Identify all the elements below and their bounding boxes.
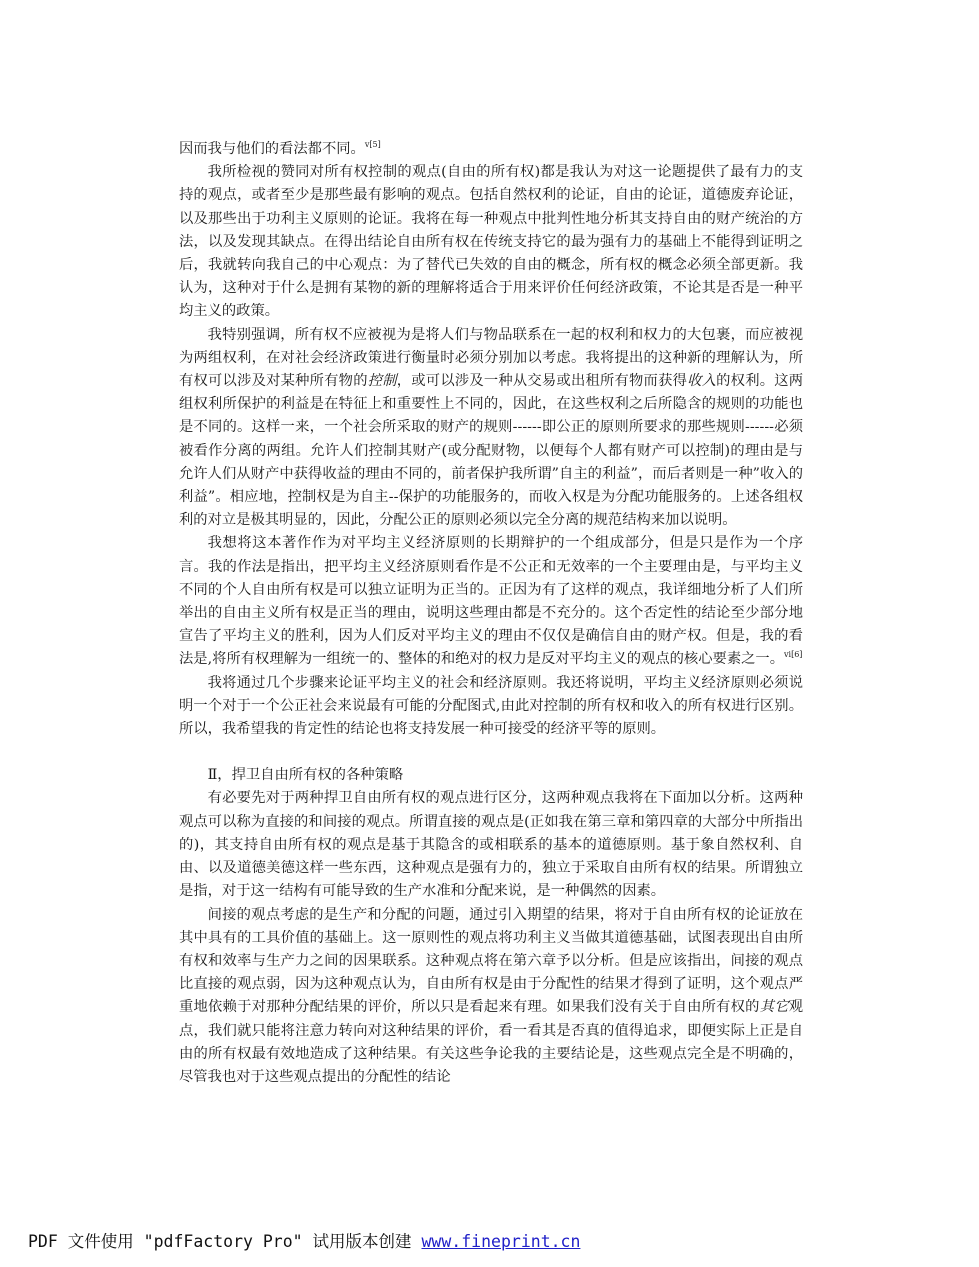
section-heading: Ⅱ，捍卫自由所有权的各种策略 <box>207 767 404 784</box>
paragraph-6 <box>179 904 803 1090</box>
emphasis-control: 控制 <box>367 373 397 390</box>
paragraph-5: 有必要先对于两种捍卫自由所有权的观点进行区分，这两种观点我将在下面加以分析。这两种观点可以称为直接的和间接的观点。所谓直接的观点是(正如我在第三章和第四章的大部分中所指出的)，其支持自由所有权的观点是基于其隐含的或相联系的基本的道德原则。基于象自然权利、自由、以及道德美德这样一些东西，这种观点是强有力的，独立于采取自由所有权的结果。所谓独立是指，对于这一结构有可能导致的生产水准和分配来说，是一种偶然的因素。 <box>179 790 803 900</box>
paragraph-6-text-b: 观点，我们就只能将注意力转向对这种结果的评价，看一看其是否真的值得追求，即便实际上正是自由的所有权最有效地造成了这种结果。有关这些争论我的主要结论是，这些观点完全是不明确的，尽管我也对于这些观点提出的分配性的结论 <box>179 999 804 1085</box>
emphasis-income: 收入 <box>687 373 717 390</box>
footer-link[interactable]: www.fineprint.cn <box>421 1232 581 1251</box>
endnote-marker-6[interactable]: vi[6] <box>784 650 803 660</box>
paragraph-1: 我所检视的赞同对所有权控制的观点(自由的所有权)都是我认为对这一论题提供了最有力的支持的观点，或者至少是那些最有影响的观点。包括自然权利的论证，自由的论证，道德废弃论证，以及那些出于功利主义原则的论证。我将在每一种观点中批判性地分析其支持自由的财产统治的方法，以及发现其缺点。在得出结论自由所有权在传统支持它的最为强有力的基础上不能得到证明之后，我就转向我自己的中心观点：为了替代已失效的自由的概念，所有权的概念必须全部更新。我认为，这种对于什么是拥有某物的新的理解将适合于用来评价任何经济政策，不论其是否是一种平均主义的政策。 <box>179 164 803 320</box>
pdf-footer <box>28 1228 580 1252</box>
document-body <box>179 138 803 1089</box>
paragraph-2-text-a: 我特别强调，所有权不应被视为是将人们与物品联系在一起的权利和权力的大包裹，而应被视为两组权利，在对社会经济政策进行衡量时必须分别加以考虑。我将提出的这种新的理解认为，所有权可以涉及对某种所有物的 <box>179 326 803 390</box>
paragraph-2-text-c: 的权利。这两组权利所保护的利益是在特征上和重要性上不同的，因此，在这些权利之后所隐含的规则的功能也是不同的。这样一来，一个社会所采取的财产的规则------即公正的原则所要求的那些规则------必须被看作分离的两组。允许人们控制其财产(或分配财物，以便每个人都有财产可以控制)的理由是与允许人们从财产中获得收益的理由不同的，前者保护我所谓”自主的利益”，而后者则是一种”收入的利益”。相应地，控制权是为自主--保护的功能服务的，而收入权是为分配功能服务的。上述各组权利的对立是极其明显的，因此，分配公正的原则必须以完全分离的规范结构来加以说明。 <box>179 373 804 529</box>
endnote-marker-5[interactable]: v[5] <box>364 140 381 149</box>
paragraph-3-text: 我想将这本著作作为对平均主义经济原则的长期辩护的一个组成部分，但是只是作为一个序言。我的作法是指出，把平均主义经济原则看作是不公正和无效率的一个主要理由是，与平均主义不同的个人自由所有权是可以独立证明为正当的。正因为有了这样的观点，我详细地分析了人们所举出的自由主义所有权是正当的理由，说明这些理由都是不充分的。这个否定性的结论至少部分地宣告了平均主义的胜利，因为人们反对平均主义的理由不仅仅是确信自由的财产权。但是，我的看法是,将所有权理解为一组统一的、整体的和绝对的权力是反对平均主义的观点的核心要素之一。 <box>179 535 803 668</box>
paragraph-2-text-b: ，或可以涉及一种从交易或出租所有物而获得 <box>396 373 688 390</box>
paragraph-3 <box>179 532 803 671</box>
emphasis-other: 其它 <box>759 999 789 1016</box>
section-spacer <box>179 741 803 764</box>
paragraph-0-text: 因而我与他们的看法都不同。 <box>179 141 365 157</box>
paragraph-4: 我将通过几个步骤来论证平均主义的社会和经济原则。我还将说明，平均主义经济原则必须说明一个对于一个公正社会来说最有可能的分配图式,由此对控制的所有权和收入的所有权进行区别。所以，我希望我的肯定性的结论也将支持发展一种可接受的经济平等的原则。 <box>179 674 803 738</box>
paragraph-0 <box>179 138 803 161</box>
paragraph-2 <box>179 324 803 533</box>
paragraph-6-text-a: 间接的观点考虑的是生产和分配的问题，通过引入期望的结果，将对于自由所有权的论证放在其中具有的工具价值的基础上。这一原则性的观点将功利主义当做其道德基础，试图表现出自由所有权和效率与生产力之间的因果联系。这种观点将在第六章予以分析。但是应该指出，间接的观点比直接的观点弱，因为这种观点认为，自由所有权是由于分配性的结果才得到了证明，这个观点严重地依赖于对那种分配结果的评价，所以只是看起来有理。如果我们没有关于自由所有权的 <box>179 906 803 1016</box>
footer-text: PDF 文件使用 "pdfFactory Pro" 试用版本创建 <box>28 1232 422 1251</box>
